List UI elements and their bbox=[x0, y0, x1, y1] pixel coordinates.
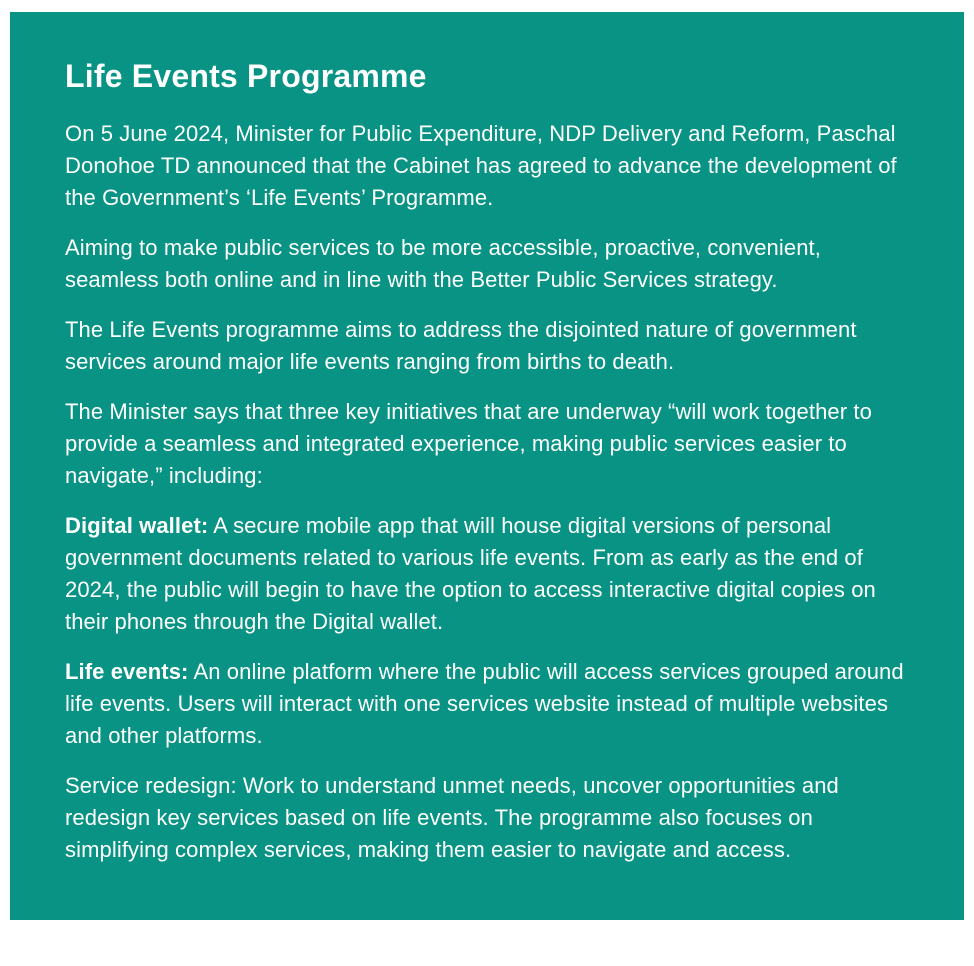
paragraph bbox=[65, 314, 909, 378]
page bbox=[0, 12, 974, 966]
paragraph-text: The Minister says that three key initiatives that are underway “will work together to provide a seamless and integrated experience, making public services easier to navigate,” including: bbox=[65, 399, 872, 488]
paragraph bbox=[65, 118, 909, 214]
paragraph bbox=[65, 232, 909, 296]
paragraph-lead-label: Life events: bbox=[65, 659, 189, 684]
article-body bbox=[65, 118, 909, 866]
paragraph-text: On 5 June 2024, Minister for Public Expenditure, NDP Delivery and Reform, Paschal Donohoe TD announced that the Cabinet has agreed to advance the development of the Government’s ‘Life Events’ Programme. bbox=[65, 121, 897, 210]
paragraph-text: An online platform where the public will access services grouped around life events. Users will interact with one services website instead of multiple websites and other platforms. bbox=[65, 659, 904, 748]
paragraph bbox=[65, 770, 909, 866]
paragraph bbox=[65, 396, 909, 492]
paragraph-text: Aiming to make public services to be more accessible, proactive, convenient, seamless both online and in line with the Better Public Services strategy. bbox=[65, 235, 821, 292]
paragraph bbox=[65, 656, 909, 752]
page-title: Life Events Programme bbox=[65, 58, 427, 94]
paragraph-text: The Life Events programme aims to address the disjointed nature of government services around major life events ranging from births to death. bbox=[65, 317, 857, 374]
paragraph-text: A secure mobile app that will house digital versions of personal government documents related to various life events. From as early as the end of 2024, the public will begin to have the option to access interactive digital copies on their phones through the Digital wallet. bbox=[65, 513, 876, 634]
paragraph bbox=[65, 510, 909, 638]
paragraph-text: Service redesign: Work to understand unmet needs, uncover opportunities and redesign key services based on life events. The programme also focuses on simplifying complex services, making them easier to navigate and access. bbox=[65, 773, 839, 862]
paragraph-lead-label: Digital wallet: bbox=[65, 513, 209, 538]
life-events-card bbox=[10, 12, 964, 920]
